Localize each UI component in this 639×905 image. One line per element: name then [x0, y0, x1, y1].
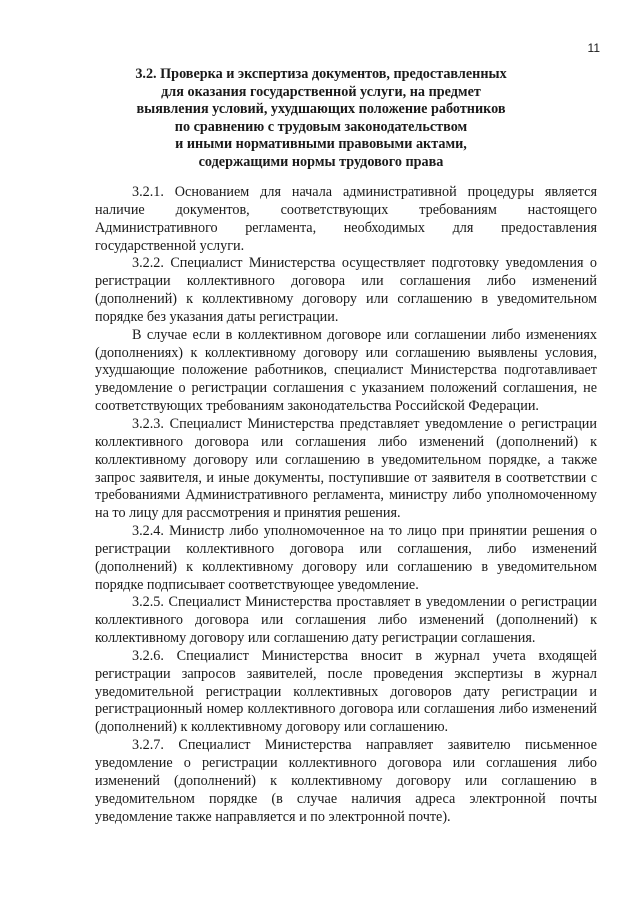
heading-line: для оказания государственной услуги, на предмет — [161, 83, 481, 100]
heading-line: содержащими нормы трудового права — [198, 153, 444, 170]
paragraph-3-2-2-continued: В случае если в коллективном договоре или соглашении либо изменениях (дополнениях) к коллективному договору или соглашению выявлены условия, ухудшающие положение работников, специалист Министерства подготавливает уведомление о регистрации соглашения с указанием положений соглашения, не соответствующих требованиям законодательства Российской Федерации. — [95, 326, 597, 415]
heading-line: по сравнению с трудовым законодательством — [174, 118, 468, 135]
paragraph-3-2-6: 3.2.6. Специалист Министерства вносит в журнал учета входящей регистрации запросов заявителей, после проведения экспертизы в журнал уведомительной регистрации коллективных договоров дату регистрации и регистрационный номер коллективного договора или соглашения либо изменений (дополнений) к коллективному договору или соглашению. — [95, 647, 597, 736]
page-number: 11 — [587, 41, 600, 55]
heading-line: и иными нормативными правовыми актами, — [175, 136, 467, 153]
document-body — [95, 184, 597, 826]
paragraph-3-2-1: 3.2.1. Основанием для начала административной процедуры является наличие документов, соответствующих требованиям настоящего Административного регламента, необходимых для предоставления государственной услуги. — [95, 184, 597, 254]
paragraph-3-2-3: 3.2.3. Специалист Министерства представляет уведомление о регистрации коллективного договора или соглашения либо изменений (дополнений) к коллективному договору или соглашению в уведомительном порядке, а также запрос заявителя, и иные документы, поступившие от заявителя в соответствии с требованиями Административного регламента, министру либо уполномоченному на то лицу для рассмотрения и принятия решения. — [95, 415, 597, 522]
paragraph-3-2-4: 3.2.4. Министр либо уполномоченное на то лицо при принятии решения о регистрации коллективного договора или соглашения, либо изменений (дополнений) к коллективному договору или соглашению в уведомительном порядке подписывает соответствующее уведомление. — [95, 523, 597, 593]
heading-line: выявления условий, ухудшающих положение работников — [136, 101, 506, 118]
paragraph-3-2-7: 3.2.7. Специалист Министерства направляет заявителю письменное уведомление о регистрации коллективного договора или соглашения либо изменений (дополнений) к коллективному договору или соглашению в уведомительном порядке (в случае наличия адреса электронной почты уведомление также направляется и по электронной почте). — [95, 737, 597, 825]
paragraph-3-2-5: 3.2.5. Специалист Министерства проставляет в уведомлении о регистрации коллективного договора или соглашения либо изменений (дополнений) к коллективному договору или соглашению дату регистрации соглашения. — [95, 594, 597, 647]
paragraph-3-2-2: 3.2.2. Специалист Министерства осуществляет подготовку уведомления о регистрации коллективного договора или соглашения либо изменений (дополнений) к коллективному договору или соглашению в уведомительном порядке без указания даты регистрации. — [95, 255, 597, 325]
heading-line: 3.2. Проверка и экспертиза документов, предоставленных — [135, 66, 507, 82]
section-heading — [95, 66, 547, 172]
